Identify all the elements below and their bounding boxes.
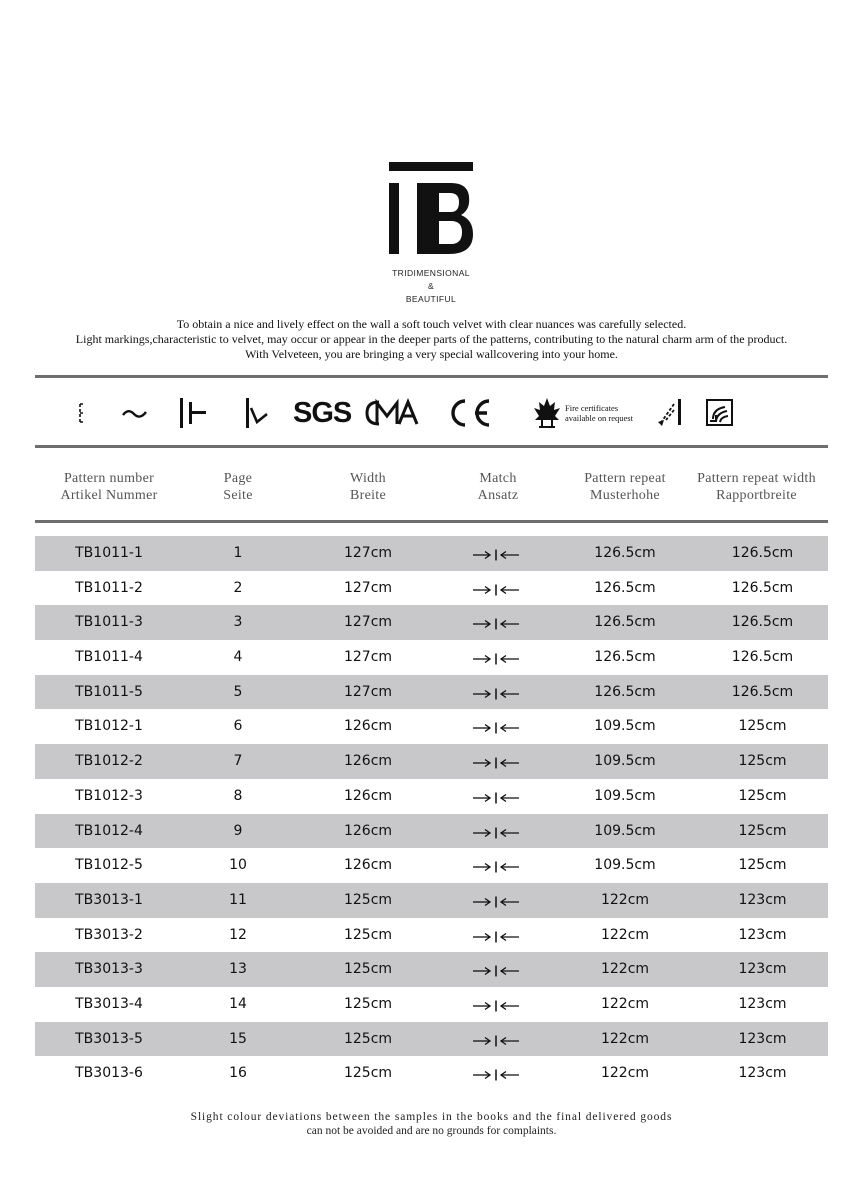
symbol-row: [35, 384, 828, 442]
cell-pattern-repeat-width: 125cm: [738, 718, 787, 735]
header-width-en: Width: [350, 471, 386, 486]
cell-pattern-repeat: 126.5cm: [594, 579, 656, 596]
cell-pattern-number: TB3013-1: [75, 891, 143, 908]
header-repeat-width-de: Rapportbreite: [716, 488, 797, 503]
table-row: [35, 1056, 828, 1091]
straight-match-icon: [472, 860, 520, 878]
straight-match-icon: [472, 652, 520, 670]
cell-pattern-repeat: 122cm: [600, 1030, 650, 1047]
cma-icon: [365, 394, 419, 432]
cell-pattern-number: TB1012-2: [75, 753, 143, 770]
straight-match-icon: [472, 964, 520, 982]
cell-pattern-repeat-width: 125cm: [738, 857, 787, 874]
cell-page: 15: [229, 1030, 247, 1047]
cell-pattern-repeat-width: 123cm: [738, 995, 787, 1012]
cell-width: 127cm: [343, 649, 393, 666]
cell-pattern-repeat: 109.5cm: [594, 787, 656, 804]
header-repeat-en: Pattern repeat: [584, 471, 666, 486]
intro-line-3: With Velveteen, you are bringing a very special wallcovering into your home.: [245, 347, 618, 361]
header-match-de: Ansatz: [477, 488, 519, 503]
cell-width: 125cm: [343, 1065, 393, 1082]
table-row: [35, 987, 828, 1022]
ce-icon: [447, 394, 495, 432]
intro-line-1: To obtain a nice and lively effect on the wall a soft touch velvet with clear nuances was carefully selected.: [176, 317, 687, 331]
light-fastness-icon: [177, 394, 209, 432]
cell-pattern-repeat-width: 123cm: [738, 1065, 787, 1082]
table-row: [35, 709, 828, 744]
straight-match-icon: [472, 687, 520, 705]
cell-width: 125cm: [343, 1030, 393, 1047]
straight-match-icon: [472, 721, 520, 739]
cell-page: 6: [233, 718, 243, 735]
cell-page: 3: [233, 614, 243, 631]
cell-pattern-repeat-width: 125cm: [738, 787, 787, 804]
cell-width: 125cm: [343, 961, 393, 978]
intro-text: [0, 317, 863, 362]
straight-match-icon: [472, 930, 520, 948]
cell-width: 126cm: [343, 857, 393, 874]
cell-width: 125cm: [343, 926, 393, 943]
straight-match-icon: [472, 756, 520, 774]
cell-pattern-repeat-width: 123cm: [738, 926, 787, 943]
header-repeat-de: Musterhohe: [590, 488, 660, 503]
cell-width: 125cm: [343, 891, 393, 908]
straight-match-icon: [472, 617, 520, 635]
cell-pattern-repeat-width: 126.5cm: [731, 649, 794, 666]
cell-pattern-repeat: 126.5cm: [594, 649, 656, 666]
cell-pattern-repeat: 109.5cm: [594, 718, 656, 735]
table-row: [35, 675, 828, 710]
header-pattern-de: Artikel Nummer: [60, 488, 158, 503]
cell-pattern-repeat: 122cm: [600, 926, 650, 943]
cell-page: 2: [233, 579, 243, 596]
cell-width: 127cm: [343, 579, 393, 596]
cell-page: 4: [233, 649, 243, 666]
cell-pattern-number: TB1011-3: [75, 614, 143, 631]
tagline-line-3: BEAUTIFUL: [405, 294, 457, 304]
strippable-icon: [654, 394, 684, 432]
straight-match-icon: [472, 791, 520, 809]
cell-page: 12: [229, 926, 247, 943]
cell-width: 127cm: [343, 545, 393, 561]
cell-pattern-repeat: 109.5cm: [594, 857, 656, 874]
header-pattern-repeat: [565, 470, 685, 504]
cell-pattern-number: TB3013-2: [75, 926, 143, 943]
header-width-de: Breite: [349, 488, 386, 503]
table-row: [35, 536, 828, 571]
cell-width: 126cm: [343, 718, 393, 735]
cell-pattern-repeat-width: 125cm: [738, 753, 787, 770]
washable-icon: [705, 394, 735, 432]
disclaimer: [0, 1110, 863, 1138]
cell-pattern-number: TB1011-4: [75, 649, 143, 666]
pattern-table: [35, 536, 828, 1091]
straight-match-icon: [472, 1068, 520, 1086]
cell-page: 16: [229, 1065, 247, 1082]
cell-pattern-repeat: 109.5cm: [594, 822, 656, 839]
header-pattern-number: [35, 470, 183, 504]
cell-width: 127cm: [343, 683, 393, 700]
cell-width: 126cm: [343, 822, 393, 839]
cell-pattern-number: TB1012-4: [75, 822, 143, 839]
straight-match-icon: [472, 826, 520, 844]
fire-certificate-icon: [533, 394, 633, 432]
table-header: [35, 470, 828, 510]
header-match: [443, 470, 553, 504]
cell-pattern-number: TB1012-5: [75, 857, 143, 874]
spongeable-icon: [79, 394, 87, 432]
cell-pattern-number: TB1012-1: [75, 718, 143, 735]
cell-page: 10: [229, 857, 247, 874]
cell-pattern-repeat-width: 126.5cm: [731, 614, 794, 631]
cell-pattern-number: TB3013-4: [75, 995, 143, 1012]
cell-pattern-repeat: 122cm: [600, 995, 650, 1012]
cell-page: 8: [233, 787, 243, 804]
cell-pattern-number: TB3013-6: [75, 1065, 143, 1082]
table-row: [35, 883, 828, 918]
paste-the-wall-icon: [243, 394, 271, 432]
straight-match-icon: [472, 999, 520, 1017]
table-row: [35, 744, 828, 779]
cell-page: 9: [233, 822, 243, 839]
table-row: [35, 605, 828, 640]
intro-line-2: Light markings,characteristic to velvet, may occur or appear in the deeper parts of the patterns, contributing to the natural charm arm of the product.: [75, 332, 788, 346]
cell-pattern-number: TB3013-3: [75, 961, 143, 978]
cell-pattern-number: TB1012-3: [75, 787, 143, 804]
cell-pattern-repeat: 122cm: [600, 961, 650, 978]
wave-icon: [121, 394, 151, 432]
straight-match-icon: [472, 583, 520, 601]
header-divider: [35, 520, 828, 523]
cell-pattern-number: TB3013-5: [75, 1030, 143, 1047]
cell-pattern-repeat: 122cm: [600, 1065, 650, 1082]
table-row: [35, 571, 828, 606]
mid-divider: [35, 445, 828, 448]
fire-certificate-text: [565, 403, 633, 423]
cell-pattern-number: TB1011-1: [75, 545, 143, 561]
header-page-en: Page: [223, 471, 253, 486]
header-page: [183, 470, 293, 504]
tagline-line-2: &: [427, 281, 435, 291]
disclaimer-line-2: can not be avoided and are no grounds for complaints.: [306, 1125, 557, 1137]
header-match-en: Match: [479, 471, 517, 486]
cell-pattern-repeat-width: 126.5cm: [731, 579, 794, 596]
header-pattern-en: Pattern number: [63, 471, 155, 486]
table-row: [35, 779, 828, 814]
cell-pattern-repeat: 126.5cm: [594, 545, 656, 561]
header-page-de: Seite: [223, 488, 253, 503]
header-repeat-width-en: Pattern repeat width: [697, 471, 816, 486]
fire-text-line-1: Fire certificates: [565, 403, 619, 413]
cell-page: 1: [233, 545, 243, 561]
cell-pattern-repeat: 109.5cm: [594, 753, 656, 770]
cell-width: 126cm: [343, 753, 393, 770]
cell-width: 126cm: [343, 787, 393, 804]
cell-pattern-number: TB1011-2: [75, 579, 143, 596]
cell-pattern-repeat-width: 126.5cm: [731, 683, 794, 700]
straight-match-icon: [472, 1034, 520, 1052]
fire-text-line-2: available on request: [565, 413, 633, 423]
header-pattern-repeat-width: [685, 470, 828, 504]
top-divider: [35, 375, 828, 378]
cell-width: 127cm: [343, 614, 393, 631]
sgs-label: SGS: [293, 396, 352, 429]
cell-page: 5: [233, 683, 243, 700]
cell-pattern-repeat: 126.5cm: [594, 683, 656, 700]
cell-width: 125cm: [343, 995, 393, 1012]
cell-page: 11: [229, 891, 247, 908]
cell-page: 13: [229, 961, 247, 978]
sgs-icon: [293, 394, 351, 432]
cell-pattern-repeat: 122cm: [600, 891, 650, 908]
table-row: [35, 848, 828, 883]
table-row: [35, 918, 828, 953]
cell-pattern-repeat-width: 125cm: [738, 822, 787, 839]
table-row: [35, 1022, 828, 1057]
cell-pattern-repeat-width: 123cm: [738, 961, 787, 978]
cell-pattern-repeat: 126.5cm: [594, 614, 656, 631]
straight-match-icon: [472, 895, 520, 913]
straight-match-icon: [472, 548, 520, 566]
table-row: [35, 814, 828, 849]
table-row: [35, 952, 828, 987]
table-row: [35, 640, 828, 675]
cell-pattern-repeat-width: 126.5cm: [731, 545, 794, 561]
tagline-line-1: TRIDIMENSIONAL: [392, 268, 470, 278]
cell-pattern-repeat-width: 123cm: [738, 891, 787, 908]
cell-page: 14: [229, 995, 247, 1012]
header-width: [293, 470, 443, 504]
cell-pattern-number: TB1011-5: [75, 683, 143, 700]
cell-page: 7: [233, 753, 243, 770]
logo-tagline: [331, 267, 531, 306]
cell-pattern-repeat-width: 123cm: [738, 1030, 787, 1047]
tb-logo: [389, 162, 473, 254]
disclaimer-line-1: Slight colour deviations between the samples in the books and the final delivered goods: [190, 1111, 673, 1123]
